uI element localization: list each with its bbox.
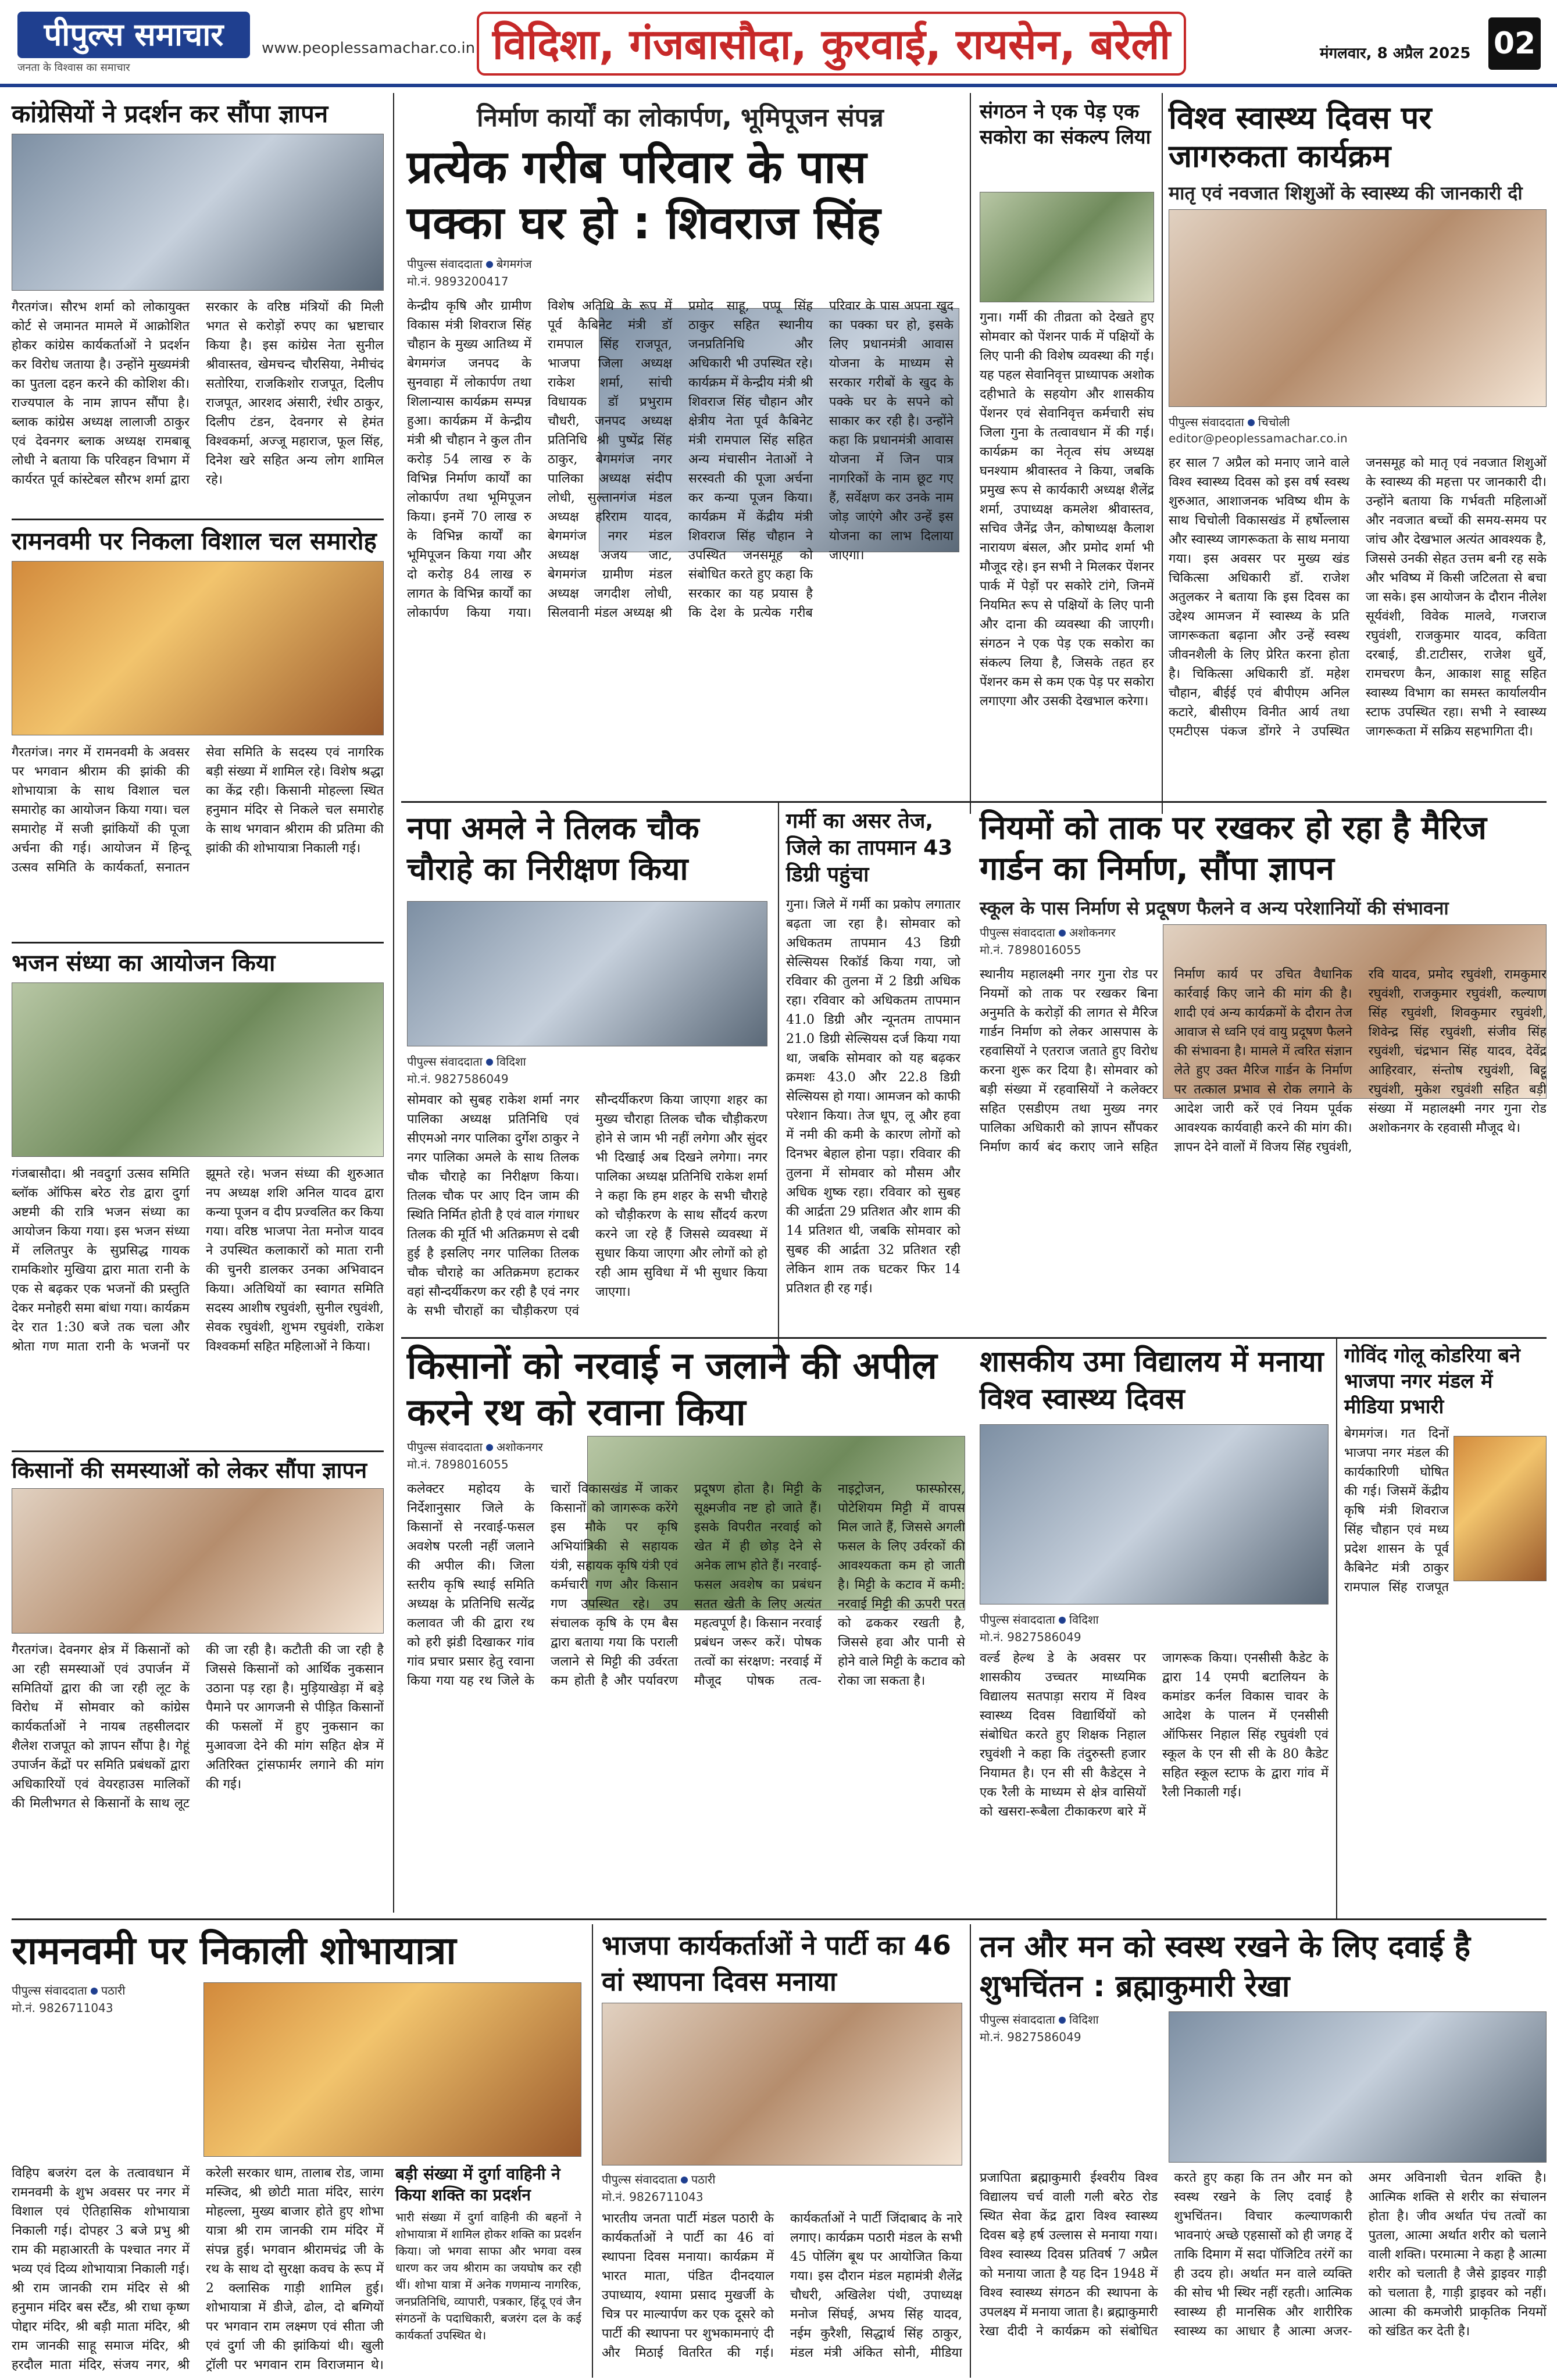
photo-world-health-day xyxy=(1169,209,1547,407)
headline-ramnavami-procession: रामनवमी पर निकला विशाल चल समारोह xyxy=(12,527,377,555)
byline-dot-icon xyxy=(1059,2017,1066,2024)
byline-dot-icon xyxy=(1059,1617,1066,1624)
website-url[interactable]: www.peoplessamachar.co.in xyxy=(262,40,476,57)
headline-world-health-day: विश्व स्वास्थ्य दिवस पर जागरुकता कार्यक्रम xyxy=(1169,99,1432,174)
reporter-label: पीपुल्स संवाददाता xyxy=(407,1440,483,1454)
byline-dot-icon xyxy=(681,2177,688,2184)
dateline-place: पठारी xyxy=(691,2172,716,2186)
article-uma-school: वर्ल्ड हेल्थ डे के अवसर पर शासकीय उच्चतर माध्यमिक विद्यालय सतपाड़ा सराय में विश्व स्वास्थ्य दिवस विद्यार्थियों को संबोधित करते हुए शिक्षक निहाल रघुवंशी ने कहा कि तंदुरुस्ती हजार नियामत है। एन सी सी कैडेट्स ने एक रैली के माध्यम से क्षेत्र वासियों को खसरा-रूबैला टीकाकरण बारे में जागरूक किया। एनसीसी कैडेट के द्वारा 14 एमपी बटालियन के कमांडर कर्नल विकास चावर के आदेश के पालन में एनसीसी ऑफिसर निहाल सिंह रघुवंशी एवं स्कूल के एन सी सी के 80 कैडेट सहित स्कूल स्टाफ के द्वारा गांव में रैली निकाली गई। xyxy=(980,1651,1329,1819)
column-divider xyxy=(1336,1337,1337,1918)
logo-tagline: जनता के विश्वास का समाचार xyxy=(17,62,130,74)
kicker-lead: निर्माण कार्यों का लोकार्पण, भूमिपूजन संपन्न xyxy=(477,103,884,133)
headline-farmer-memorandum: किसानों की समस्याओं को लेकर सौंपा ज्ञापन xyxy=(12,1457,367,1483)
photo-bhajan-sandhya xyxy=(12,982,384,1157)
subheadline-marriage-garden: स्कूल के पास निर्माण से प्रदूषण फैलने व अन्य परेशानियों की संभावना xyxy=(980,897,1449,919)
dateline-place: चिचोली xyxy=(1258,415,1290,429)
column-divider xyxy=(970,93,971,814)
headline-durga-vahini: बड़ी संख्या में दुर्गा वाहिनी ने किया शक्ति का प्रदर्शन xyxy=(395,2164,560,2204)
headline-tilak-chowk: नपा अमले ने तिलक चौक चौराहे का निरीक्षण किया xyxy=(407,810,699,887)
section-divider xyxy=(401,801,1547,803)
reporter-label: पीपुल्स संवाददाता xyxy=(407,257,483,271)
headline-bhajan-sandhya: भजन संध्या का आयोजन किया xyxy=(12,950,276,977)
byline-world-health-day xyxy=(1169,414,1355,430)
section-divider xyxy=(401,1337,1547,1339)
article-bhajan-sandhya: गंजबासौदा। श्री नवदुर्गा उत्सव समिति ब्लॉक ऑफिस बरेठ रोड द्वारा दुर्गा अष्टमी की रात्रि भजन संध्या का आयोजन किया गया। इस भजन संध्या में ललितपुर के सुप्रसिद्ध गायक रामकिशोर मुखिया द्वारा माता रानी के एक से बढ़कर एक भजनों की प्रस्तुति देकर मनोहरी समा बांधा गया। कार्यक्रम देर रात 1:30 बजे तक चला और श्रोता गण माता रानी के भजनों पर झूमते रहे। भजन संध्या की शुरुआत नप अध्यक्ष शशि अनिल यादव द्वारा कन्या पूजन व दीप प्रज्वलित कर किया गया। वरिष्ठ भाजपा नेता मनोज यादव ने उपस्थित कलाकारों को माता रानी की चुनरी डालकर उनका अभिवादन किया। अतिथियों का स्वागत समिति सदस्य आशीष रघुवंशी, सुनील रघुवंशी, सेवक रघुवंशी, शुभम रघुवंशी, राकेश विश्वकर्मा सहित महिलाओं ने किया। xyxy=(12,1167,384,1354)
headline-lead: प्रत्येक गरीब परिवार के पास पक्का घर हो : शिवराज सिंह xyxy=(407,141,881,249)
reporter-label: पीपुल्स संवाददाता xyxy=(980,1613,1055,1627)
dateline-place: पठारी xyxy=(101,1984,126,1997)
editor-email[interactable]: editor@peoplessamachar.co.in xyxy=(1169,431,1348,445)
article-ramnavami-procession: गैरतगंज। नगर में रामनवमी के अवसर पर भगवान श्रीराम की झांकी की शोभायात्रा के साथ विशाल चल समारोह का आयोजन किया गया। चल समारोह में सजी झांकियों की पूजा अर्चना की गई। आयोजन में हिन्दू उत्सव समिति के कार्यकर्ता, सनातन सेवा समिति के सदस्य एवं नागरिक बड़ी संख्या में शामिल रहे। विशेष श्रद्धा का केंद्र रही। किसानी मोहल्ला स्थित हनुमान मंदिर से निकले चल समारोह के साथ भगवान श्रीराम की प्रतिमा की झांकी की शोभायात्रा निकाली गई। xyxy=(12,745,384,875)
dateline-place: अशोकनगर xyxy=(1069,925,1116,939)
byline-dot-icon xyxy=(1248,419,1255,426)
reporter-label: पीपुल्स संवाददाता xyxy=(407,1055,483,1069)
reporter-label: पीपुल्स संवाददाता xyxy=(602,2172,677,2186)
section-divider xyxy=(12,519,384,520)
photo-congress-protest xyxy=(12,134,384,291)
byline-dot-icon xyxy=(486,261,493,268)
article-congress-protest: गैरतगंज। सौरभ शर्मा को लोकायुक्त कोर्ट से जमानत मामले में आक्रोशित होकर कांग्रेस कार्यकर्ताओं ने प्रदर्शन कर विरोध जताया है। उन्होंने मुख्यमंत्री का पुतला दहन करने की कोशिश की। राज्यपाल के नाम ज्ञापन सौंपा है। ब्लाक कांग्रेस अध्यक्ष लालाजी ठाकुर एवं देवनगर ब्लाक अध्यक्ष रामबाबू लोधी ने बताया कि परिवहन विभाग में कार्यरत पूर्व कांस्टेबल सौरभ शर्मा द्वारा सरकार के वरिष्ठ मंत्रियों की मिली भगत से करोड़ों रुपए का भ्रष्टाचार किया है। इस कांग्रेस नेता सुनील श्रीवास्तव, खेमचन्द चौरसिया, नेमीचंद सतोरिया, राजकिशोर राजपूत, दिलीप राजपूत, आरशद अंसारी, रंधीर ठाकुर, दिलीप टंडन, देवनगर से हेमंत विश्वकर्मा, अज्जू महाराज, फूल सिंह, दिनेश खरे सहित अन्य लोग शामिल रहे। xyxy=(12,300,384,487)
photo-golu-kodaria xyxy=(1454,1436,1547,1581)
byline-bjp xyxy=(602,2171,788,2187)
byline-brahmakumari xyxy=(980,2011,1166,2027)
byline-dot-icon xyxy=(486,1444,493,1451)
byline-shobhayatra xyxy=(12,1982,198,1998)
section-divider xyxy=(12,942,384,944)
article-lead: केन्द्रीय कृषि और ग्रामीण विकास मंत्री शिवराज सिंह चौहान के मुख्य आतिथ्य में बेगमगंज जनपद के सुनवाहा में लोकार्पण तथा शिलान्यास कार्यक्रम सम्पन्न हुआ। कार्यक्रम में केन्द्रीय मंत्री श्री चौहान ने कुल तीन करोड़ 54 लाख रु के विभिन्न निर्माण कार्यों का लोकार्पण तथा भूमिपूजन किया। इनमें 70 लाख रु के विभिन्न कार्यों का भूमिपूजन किया गया और दो करोड़ 84 लाख रु लागत के विभिन्न कार्यों का लोकार्पण किया गया। विशेष अतिथि के रूप में पूर्व कैबिनेट मंत्री डॉ रामपाल सिंह राजपूत, भाजपा जिला अध्यक्ष राकेश शर्मा, सांची विधायक डॉ प्रभुराम चौधरी, जनपद अध्यक्ष प्रतिनिधि श्री पुष्पेंद्र सिंह ठाकुर, बेगमगंज नगर पालिका अध्यक्ष संदीप लोधी, सुल्तानगंज मंडल अध्यक्ष हरिराम यादव, बेगमगंज नगर मंडल अध्यक्ष अजय जाट, बेगमगंज ग्रामीण मंडल अध्यक्ष जगदीश लोधी, सिलवानी मंडल अध्यक्ष श्री प्रमोद साहू, पप्पू सिंह ठाकुर सहित स्थानीय जनप्रतिनिधि और अधिकारी भी उपस्थित रहे। कार्यक्रम में केन्द्रीय मंत्री श्री शिवराज सिंह चौहान और क्षेत्रीय नेता पूर्व कैबिनेट मंत्री रामपाल सिंह सहित अन्य मंचासीन नेताओं ने सरस्वती की पूजा अर्चना कर कन्या पूजन किया। कार्यक्रम में केंद्रीय मंत्री शिवराज सिंह चौहान ने उपस्थित जनसमूह को संबोधित करते हुए कहा कि सरकार का यह प्रयास है कि देश के प्रत्येक गरीब परिवार के पास अपना खुद का पक्का घर हो, इसके लिए प्रधानमंत्री आवास योजना के माध्यम से सरकार गरीबों के खुद के पक्के घर के सपने को साकार कर रही है। उन्होंने कहा कि प्रधानमंत्री आवास योजना में जिन पात्र नागरिकों के नाम छूट गए हैं, सर्वेक्षण कर उनके नाम जोड़ जाएंगे और उन्हें इस योजना का लाभ दिलाया जाएगा। xyxy=(407,299,954,620)
reporter-label: पीपुल्स संवाददाता xyxy=(12,1984,87,1997)
reporter-mobile: मो.नं. 7898016055 xyxy=(407,1457,509,1471)
photo-uma-school xyxy=(980,1424,1329,1604)
edition-banner: विदिशा, गंजबासौदा, कुरवाई, रायसेन, बरेली xyxy=(477,12,1186,76)
article-brahmakumari: प्रजापिता ब्रह्माकुमारी ईश्वरीय विश्व विद्यालय चर्च वाली गली बरेठ रोड स्थित सेवा केंद्र द्वारा विश्व स्वास्थ्य दिवस बड़े हर्ष उल्लास से मनाया गया। विश्व स्वास्थ्य दिवस प्रतिवर्ष 7 अप्रैल को मनाया जाता है यह दिन 1948 में विश्व स्वास्थ्य संगठन की स्थापना के उपलक्ष्य में मनाया जाता है। ब्रह्माकुमारी रेखा दीदी ने कार्यक्रम को संबोधित करते हुए कहा कि तन और मन को स्वस्थ रखने के लिए दवाई है शुभचिंतन। विचार कल्याणकारी भावनाएं अच्छे एहसासों को ही जगह दें ताकि दिमाग में सदा पॉजिटिव तरंगें का ही उदय हो। अर्थात मन वाले व्यक्ति की सोच भी स्थिर नहीं रहती। आत्मिक स्वास्थ्य ही मानसिक और शारीरिक स्वास्थ्य का आधार है आत्मा अजर-अमर अविनाशी चेतन शक्ति है। आत्मिक शक्ति से शरीर का संचालन होता है। जीव अर्थात पंच तत्वों का पुतला, आत्मा अर्थात शरीर को चलाने वाली शक्ति। परमात्मा ने कहा है आत्मा शरीर को चलाती है जैसे ड्राइवर गाड़ी को चलाता है, गाड़ी ड्राइवर को नहीं। आत्मा की कमजोरी प्राकृतिक नियमों को खंडित कर देती है। xyxy=(980,2171,1547,2339)
column-divider xyxy=(778,802,779,1360)
subheadline-world-health-day: मातृ एवं नवजात शिशुओं के स्वास्थ्य की जानकारी दी xyxy=(1169,182,1523,204)
headline-golu-kodaria: गोविंद गोलू कोडरिया बने भाजपा नगर मंडल में मीडिया प्रभारी xyxy=(1344,1344,1520,1418)
headline-heat-wave: गर्मी का असर तेज, जिले का तापमान 43 डिग्री पहुंचा xyxy=(786,809,953,887)
photo-bjp-foundation xyxy=(602,2003,962,2165)
byline-tilak xyxy=(407,1053,581,1069)
reporter-label: पीपुल्स संवाददाता xyxy=(980,925,1055,939)
column-divider xyxy=(1162,93,1163,814)
headline-shobhayatra: रामनवमी पर निकाली शोभायात्रा xyxy=(12,1928,456,1973)
reporter-mobile: मो.नं. 9827586049 xyxy=(407,1072,509,1086)
reporter-mobile: मो.नं. 9827586049 xyxy=(980,2030,1081,2044)
byline-uma xyxy=(980,1611,1154,1627)
article-durga-vahini: भारी संख्या में दुर्गा वाहिनी की बहनों ने शोभायात्रा में शामिल होकर शक्ति का प्रदर्शन किया। जो भगवा साफा और भगवा वस्त्र धारण कर जय श्रीराम का जयघोष कर रही थीं। शोभा यात्रा में अनेक गणमान्य नागरिक, जनप्रतिनिधि, व्यापारी, पत्रकार, हिंदू एवं जैन संगठनों के पदाधिकारी, बजरंग दल के कई कार्यकर्ता उपस्थित थे। xyxy=(395,2210,581,2342)
dateline-place: बेगमगंज xyxy=(496,257,532,271)
article-shobhayatra: विहिप बजरंग दल के तत्वावधान में रामनवमी के शुभ अवसर पर नगर में विशाल एवं ऐतिहासिक शोभायात्रा निकाली गई। दोपहर 3 बजे प्रभु श्री राम की महाआरती के पश्चात नगर में भव्य एवं दिव्य शोभायात्रा निकाली गई। श्री राम जानकी राम मंदिर से श्री हनुमान मंदिर बस स्टैंड, श्री राधा कृष्ण पोद्दार मंदिर, श्री बड़ी माता मंदिर, श्री राम जानकी साहू समाज मंदिर, श्री हरदौल माता मंदिर, संजय नगर, श्री करेली सरकार धाम, तालाब रोड, जामा मस्जिद, श्री छोटी माता मंदिर, सारंग मोहल्ला, मुख्य बाजार होते हुए शोभा यात्रा श्री राम जानकी राम मंदिर में संपन्न हुई। भगवान श्रीरामचंद्र जी के रथ के साथ दो सुरक्षा कवच के रूप में 2 क्लासिक गाड़ी शामिल हुई। शोभायात्रा में डीजे, ढोल, दो बग्गियों पर भगवान राम लक्ष्मण एवं सीता जी एवं दुर्गा जी की झांकियां थी। खुली ट्रॉली पर भगवान राम विराजमान थे। xyxy=(12,2166,384,2372)
article-sakora-sankalp: गुना। गर्मी की तीव्रता को देखते हुए सोमवार को पेंशनर पार्क में पक्षियों के लिए पानी की विशेष व्यवस्था की गई। यह पहल सेवानिवृत्त प्राध्यापक अशोक दहीभाते के सहयोग और शासकीय पेंशनर एवं सेवानिवृत्त कर्मचारी संघ जिला गुना के तत्वावधान में की गई। कार्यक्रम का नेतृत्व संघ अध्यक्ष घनश्याम श्रीवास्तव ने किया, जबकि प्रमुख रूप से कार्यकारी अध्यक्ष शैलेंद्र शर्मा, उपाध्यक्ष कमलेश श्रीवास्तव, सचिव जैनेंद्र जैन, कोषाध्यक्ष कैलाश नारायण बंसल, और प्रमोद शर्मा भी मौजूद रहे। इन सभी ने मिलकर पेंशनर पार्क में पेड़ों पर सकोरे टांगे, जिनमें नियमित रूप से पक्षियों के लिए पानी और दाना की व्यवस्था की जाएगी। संगठन ने एक पेड़ एक सकोरा का संकल्प लिया है, जिसके तहत हर पेंशनर कम से कम एक पेड़ पर सकोरा लगाएगा और उसकी देखभाल करेगा। xyxy=(980,310,1154,709)
byline-narwai xyxy=(407,1439,581,1455)
byline-lead xyxy=(407,256,581,271)
byline-dot-icon xyxy=(91,1988,98,1995)
photo-sakora-sankalp xyxy=(980,192,1154,302)
byline-dot-icon xyxy=(486,1059,493,1066)
article-heat-wave: गुना। जिले में गर्मी का प्रकोप लगातार बढ़ता जा रहा है। सोमवार को अधिकतम तापमान 43 डिग्री सेल्सियस रिकॉर्ड किया गया, जो रविवार की तुलना में 2 डिग्री अधिक रहा। रविवार को अधिकतम तापमान 41.0 डिग्री और न्यूनतम तापमान 21.0 डिग्री सेल्सियस दर्ज किया गया था, जबकि सोमवार को यह बढ़कर क्रमशः 43.0 और 22.8 डिग्री सेल्सियस हो गया। आमजन को काफी परेशान किया। तेज धूप, लू और हवा में नमी की कमी के कारण लोगों को दिनभर बेहाल होना पड़ा। रविवार की तुलना में सोमवार को मौसम और अधिक शुष्क रहा। रविवार को सुबह की आर्द्रता 29 प्रतिशत और शाम की 14 प्रतिशत थी, जबकि सोमवार को सुबह की आर्द्रता 32 प्रतिशत रही लेकिन शाम तक घटकर फिर 14 प्रतिशत ही रह गई। xyxy=(786,898,960,1296)
photo-shobhayatra xyxy=(203,1982,581,2157)
article-tilak-chowk: सोमवार को सुबह राकेश शर्मा नगर पालिका अध्यक्ष प्रतिनिधि एवं सीएमओ नगर पालिका दुर्गेश ठाकुर ने नगर पालिका अमले के साथ तिलक चौक चौराहे का निरीक्षण किया। तिलक चौक पर आए दिन जाम की स्थिति निर्मित होती है एवं वाल गंगाधर तिलक की मूर्ति भी अतिक्रमण से दबी हुई है इसलिए नगर पालिका तिलक चौक चौराहे का अतिक्रमण हटाकर वहां सौन्दर्यीकरण कर रही है एवं नगर के सभी चौराहों का चौड़ीकरण एवं सौन्दर्यीकरण किया जाएगा शहर का मुख्य चौराहा तिलक चौक चौड़ीकरण होने से जाम भी नहीं लगेगा और सुंदर भी दिखाई अब दिखने लगेगा। नगर पालिका अध्यक्ष प्रतिनिधि राकेश शर्मा ने कहा कि हम शहर के सभी चौराहे को चौड़ीकरण के साथ सौंदर्य करण करने जा रहे हैं जिससे व्यवस्था में सुधार किया जाएगा और लोगों को हो रही आम सुविधा में भी सुधार किया जाएगा। xyxy=(407,1093,767,1318)
headline-congress-protest: कांग्रेसियों ने प्रदर्शन कर सौंपा ज्ञापन xyxy=(12,99,328,128)
photo-ramnavami-procession xyxy=(12,561,384,735)
reporter-label: पीपुल्स संवाददाता xyxy=(980,2013,1055,2027)
newspaper-logo: पीपुल्स समाचार xyxy=(17,12,250,58)
article-bjp-foundation: भारतीय जनता पार्टी मंडल पठारी के कार्यकर्ताओं ने पार्टी का 46 वां स्थापना दिवस मनाया। कार्यक्रम में भारत माता, पंडित दीनदयाल उपाध्याय, श्यामा प्रसाद मुखर्जी के चित्र पर माल्यार्पण कर एक दूसरे को पार्टी की स्थापना पर शुभकामनाएं दी और मिठाई वितरित की गई। कार्यकर्ताओं ने पार्टी जिंदाबाद के नारे लगाए। कार्यक्रम पठारी मंडल के सभी 45 पोलिंग बूथ पर आयोजित किया गया। इस दौरान मंडल महामंत्री शैलेंद्र चौधरी, अखिलेश पंथी, उपाध्यक्ष मनोज सिंघई, अभय सिंह यादव, नईम कुरैशी, सिद्धार्थ सिंह ठाकुर, मंडल मंत्री अंकित सोनी, मीडिया xyxy=(602,2211,962,2360)
photo-brahmakumari xyxy=(1169,2011,1547,2163)
headline-marriage-garden: नियमों को ताक पर रखकर हो रहा है मैरिज गार्डन का निर्माण, सौंपा ज्ञापन xyxy=(980,809,1487,888)
photo-farmer-memorandum xyxy=(12,1488,384,1634)
dateline-place: विदिशा xyxy=(496,1055,526,1069)
page-number: 02 xyxy=(1488,17,1541,70)
reporter-mobile: मो.नं. 9826711043 xyxy=(12,2001,113,2015)
reporter-mobile: मो.नं. 7898016055 xyxy=(980,943,1081,957)
reporter-mobile: मो.नं. 9827586049 xyxy=(980,1630,1081,1644)
dateline-place: अशोकनगर xyxy=(496,1440,543,1454)
headline-bjp-foundation: भाजपा कार्यकर्ताओं ने पार्टी का 46 वां स्थापना दिवस मनाया xyxy=(602,1929,951,1997)
dateline-place: विदिशा xyxy=(1069,1613,1099,1627)
headline-uma-school: शासकीय उमा विद्यालय में मनाया विश्व स्वास्थ्य दिवस xyxy=(980,1345,1324,1416)
headline-sakora-sankalp: संगठन ने एक पेड़ एक सकोरा का संकल्प लिया xyxy=(980,100,1151,149)
column-divider xyxy=(393,93,394,1913)
column-divider xyxy=(970,1924,971,2378)
headline-narwai-rath: किसानों को नरवाई न जलाने की अपील करने रथ को रवाना किया xyxy=(407,1345,937,1434)
photo-tilak-chowk xyxy=(407,901,767,1046)
reporter-label: पीपुल्स संवाददाता xyxy=(1169,415,1244,429)
dateline-place: विदिशा xyxy=(1069,2013,1099,2027)
reporter-mobile: मो.नं. 9826711043 xyxy=(602,2190,703,2204)
headline-brahmakumari: तन और मन को स्वस्थ रखने के लिए दवाई है शुभचिंतन : ब्रह्माकुमारी रेखा xyxy=(980,1929,1471,2004)
article-farmer-memorandum: गैरतगंज। देवनगर क्षेत्र में किसानों को आ रही समस्याओं एवं उपार्जन में समितियों द्वारा की जा रही लूट के विरोध में सोमवार को कांग्रेस कार्यकर्ताओं ने नायब तहसीलदार शैलेश राजपूत को ज्ञापन सौंपा है। गेहूं उपार्जन केंद्रों पर समिति प्रबंधकों द्वारा अधिकारियों एवं वेयरहाउस मालिकों की मिलीभगत से किसानों के साथ लूट की जा रही है। कटौती की जा रही है जिससे किसानों को आर्थिक नुकसान उठाना पड़ रहा है। मुड़ियाखेड़ा में बड़े पैमाने पर आगजनी से पीड़ित किसानों की फसलों में हुए नुकसान का मुआवजा देने की मांग सहित क्षेत्र में अतिरिक्त ट्रांसफार्मर लगाने की मांग की गई। xyxy=(12,1643,384,1811)
article-marriage-garden: स्थानीय महालक्ष्मी नगर गुना रोड पर नियमों को ताक पर रखकर बिना अनुमति के करोड़ों की लागत से मैरिज गार्डन निर्माण को लेकर आसपास के रहवासियों ने एतराज जताते हुए विरोध करना शुरू कर दिया है। सोमवार को बड़ी संख्या में रहवासियों ने कलेक्टर सहित एसडीएम तथा मुख्य नगर पालिका अधिकारी को ज्ञापन सौंपकर निर्माण कार्य बंद कराए जाने सहित निर्माण कार्य पर उचित वैधानिक कार्रवाई किए जाने की मांग की है। शादी एवं अन्य कार्यक्रमों के दौरान तेज आवाज से ध्वनि एवं वायु प्रदूषण फैलने की संभावना है। मामले में त्वरित संज्ञान लेते हुए उक्त मैरिज गार्डन के निर्माण पर तत्काल प्रभाव से रोक लगाने के आदेश जारी करें एवं नियम पूर्वक आवश्यक कार्यवाही करने की मांग की। ज्ञापन देने वालों में विजय सिंह रघुवंशी, रवि यादव, प्रमोद रघुवंशी, रामकुमार रघुवंशी, राजकुमार रघुवंशी, कल्याण सिंह रघुवंशी, शिवकुमार रघुवंशी, शिवेन्द्र सिंह रघुवंशी, संजीव सिंह रघुवंशी, चंद्रभान सिंह यादव, देवेंद्र आहिरवार, संन्तोष रघुवंशी, बिट्टू रघुवंशी, मुकेश रघुवंशी सहित बड़ी संख्या में महालक्ष्मी नगर गुना रोड अशोकनगर के रहवासी मौजूद थे। xyxy=(980,967,1547,1155)
byline-marriage xyxy=(980,924,1154,940)
reporter-mobile: मो.नं. 9893200417 xyxy=(407,274,509,288)
section-divider xyxy=(12,1918,1547,1920)
article-world-health-day: हर साल 7 अप्रैल को मनाए जाने वाले विश्व स्वास्थ्य दिवस को इस वर्ष स्वस्थ शुरुआत, आशाजनक भविष्य थीम के साथ चिचोली विकासखंड में हर्षोल्लास और स्वास्थ्य जागरूकता के साथ मनाया गया। इस अवसर पर मुख्य खंड चिकित्सा अधिकारी डॉ. राजेश अतुलकर ने बताया कि इस दिवस का उद्देश्य आमजन में स्वास्थ्य के प्रति जागरूकता बढ़ाना और उन्हें स्वस्थ जीवनशैली के लिए प्रेरित करना होता है। चिकित्सा अधिकारी डॉ. महेश चौहान, बीईई एवं बीपीएम अनिल कटारे, बीसीएम विनीत आर्य तथा एमटीएस पंकज डोंगरे ने उपस्थित जनसमूह को मातृ एवं नवजात शिशुओं के स्वास्थ्य की महत्ता पर जानकारी दी। उन्होंने बताया कि गर्भवती महिलाओं और नवजात बच्चों की समय-समय पर जांच और देखभाल अत्यंत आवश्यक है, जिससे उनकी सेहत उत्तम बनी रह सके और भविष्य में किसी जटिलता से बचा जा सके। इस आयोजन के दौरान नीलेश सूर्यवंशी, विवेक मालवे, गजराज रघुवंशी, राजकुमार यादव, कविता दरबाई, डी.टाटीसर, राजेश धुर्वे, रामचरण कैन, आकाश साहू सहित स्वास्थ्य विभाग का समस्त कार्यालयीन स्टाफ उपस्थित रहा। सभी ने स्वास्थ्य जागरूकता में सक्रिय सहभागिता दी। xyxy=(1169,456,1547,739)
issue-date: मंगलवार, 8 अप्रैल 2025 xyxy=(1320,45,1471,62)
byline-dot-icon xyxy=(1059,930,1066,937)
article-golu-kodaria-lead: बेगमगंज। गत दिनों भाजपा नगर मंडल की कार्यकारिणी घोषित की गई। जिसमें केंद्रीय कृषि मंत्री शिवराज सिंह चौहान एवं मध्य प्रदेश शासन के पूर्व कैबिनेट मंत्री ठाकुर रामपाल सिंह राजपूत xyxy=(1344,1427,1449,1595)
section-divider xyxy=(12,1450,384,1452)
column-divider xyxy=(592,1924,593,2378)
masthead xyxy=(0,0,1557,87)
article-narwai-rath: कलेक्टर महोदय के निर्देशानुसार जिले के किसानों से नरवाई-फसल अवशेष परली नहीं जलाने की अपील की। जिला स्तरीय कृषि स्थाई समिति अध्यक्ष के प्रतिनिधि सत्येंद्र कलावत जी की द्वारा रथ को हरी झंडी दिखाकर गांव गांव प्रचार प्रसार हेतु रवाना किया गया यह रथ जिले के चारों विकासखंड में जाकर किसानों को जागरूक करेंगे इस मौके पर कृषि अभियांत्रिकी से सहायक यंत्री, सहायक कृषि यंत्री एवं कर्मचारी गण और किसान गण उपस्थित रहे। उप संचालक कृषि के एम बैस द्वारा बताया गया कि पराली जलाने से मिट्टी की उर्वरता कम होती है और पर्यावरण प्रदूषण होता है। मिट्टी के सूक्ष्मजीव नष्ट हो जाते हैं। इसके विपरीत नरवाई को खेत में ही छोड़ देने से अनेक लाभ होते हैं। नरवाई- फसल अवशेष का प्रबंधन सतत खेती के लिए अत्यंत महत्वपूर्ण है। किसान नरवाई प्रबंधन जरूर करें। पोषक तत्वों का संरक्षण: नरवाई में मौजूद पोषक तत्व- नाइट्रोजन, फास्फोरस, पोटेशियम मिट्टी में वापस मिल जाते हैं, जिससे अगली फसल के लिए उर्वरकों की आवश्यकता कम हो जाती है। मिट्टी के कटाव में कमी: नरवाई मिट्टी की ऊपरी परत को ढककर रखती है, जिससे हवा और पानी से होने वाले मिट्टी के कटाव को रोका जा सकता है। xyxy=(407,1482,965,1688)
